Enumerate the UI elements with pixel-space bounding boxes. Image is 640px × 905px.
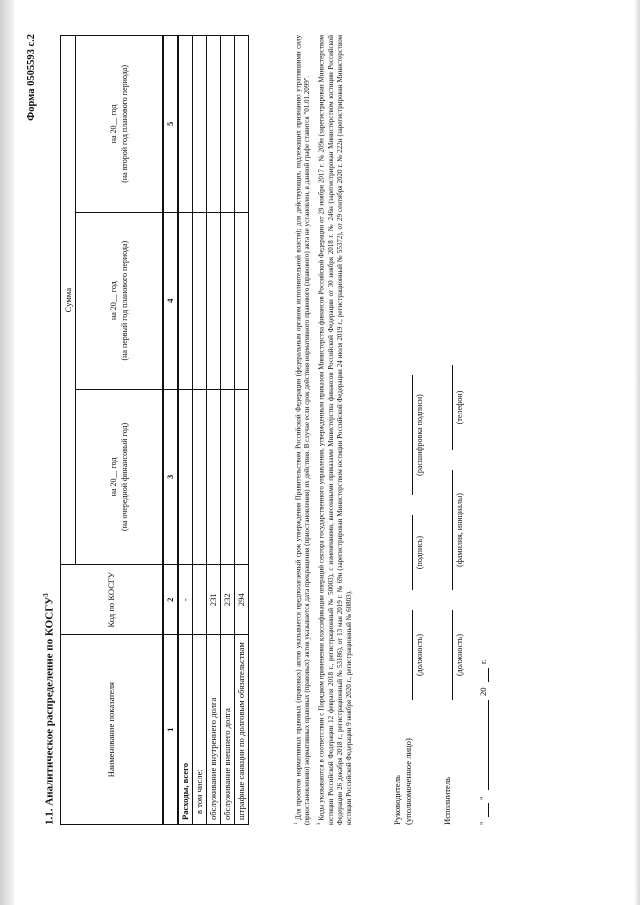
scan-edge-right — [634, 0, 640, 905]
table-row — [178, 36, 193, 825]
table-row — [193, 36, 207, 825]
row-code — [193, 565, 207, 635]
form-code-label: Форма 0505593 с.2 — [26, 34, 37, 121]
footnote-1-text: Для проектов нормативных правовых (правовых) актов указывается предполагаемый срок утверждения Правительством Российской Федерации (федеральным органом исполнительной власти); для действующих, подлежащих признанию утратившими силу (приостановлению) нормативных правовых (правовых) актов указывается дата прекращения (приостановления) их действия. В случае если срок действия нормативного правового (правового) акта не установлен, в данной графе ставится "01.01.2099". — [294, 34, 312, 825]
header-col4 — [76, 212, 164, 389]
row-value-col5[interactable] — [221, 36, 235, 213]
executor-label: Исполнитель — [442, 776, 452, 825]
row-value-col3[interactable] — [221, 389, 235, 565]
row-value-col5[interactable] — [207, 36, 221, 213]
column-number-row — [163, 36, 178, 825]
column-number: 5 — [163, 36, 178, 213]
head-label-sub: (уполномоченное лицо) — [403, 738, 413, 825]
head-decoding-line[interactable] — [412, 375, 413, 495]
footnote-1 — [292, 35, 312, 825]
header-col3 — [76, 389, 164, 565]
row-name: обслуживание внутреннего долга — [207, 635, 221, 825]
row-value-col4[interactable] — [207, 212, 221, 389]
date-quote-open: " — [478, 821, 488, 825]
row-name: Расходы, всего — [178, 635, 193, 825]
scan-edge-left — [0, 0, 14, 905]
date-month-line[interactable] — [488, 700, 489, 790]
rotated-document-page — [20, 20, 620, 880]
footnote-3-text: Коды указываются в соответствии с Порядком применения классификации операций сектора государственного управления, утвержденным приказом Министерства финансов Российской Федерации от 29 ноября 2017 г. № 209н (зарегистрирован Министерством юстиции Российской Федерации 12 февраля 2018 г., регистрационный № 50003), с изменениями, внесенными приказами Министерства финансов Российской Федерации от 30 ноября 2018 г. № 246н (зарегистрирован Министерством юстиции Российской Федерации 26 декабря 2018 г., регистрационный № 53186), от 13 мая 2019 г. № 69н (зарегистрирован Министерством юстиции Российской Федерации 24 июля 2019 г., регистрационный № 55372), от 29 сентября 2020 г. № 222н (зарегистрирован Министерством юстиции Российской Федерации 9 ноября 2020 г., регистрационный № 60803). — [317, 34, 353, 825]
date-year-line[interactable] — [488, 668, 489, 682]
executor-phone-caption: (телефон) — [455, 390, 464, 425]
header-row-1 — [61, 36, 76, 825]
executor-fio-line[interactable] — [452, 470, 453, 590]
table-row — [207, 36, 221, 825]
row-value-col3[interactable] — [178, 389, 193, 565]
executor-position-line[interactable] — [452, 610, 453, 700]
head-label: Руководитель — [392, 775, 402, 825]
header-name: Наименование показателя — [61, 635, 164, 825]
date-day-line[interactable] — [488, 803, 489, 817]
header-col4-sub: (на первый год планового периода) — [120, 240, 129, 361]
row-code: 232 — [221, 565, 235, 635]
section-title-text: 1.1. Аналитическое распределение по КОСГУ — [43, 596, 56, 825]
executor-position-caption: (должность) — [455, 634, 464, 676]
section-title — [42, 593, 56, 825]
table-row — [221, 36, 235, 825]
header-col5-title: на 20__ год — [109, 104, 118, 144]
row-value-col3[interactable] — [193, 389, 207, 565]
row-value-col4[interactable] — [235, 212, 249, 389]
row-value-col4[interactable] — [178, 212, 193, 389]
row-value-col3[interactable] — [235, 389, 249, 565]
executor-phone-line[interactable] — [452, 365, 453, 450]
row-name: штрафные санкции по долговым обязательствам — [235, 635, 249, 825]
date-quote-close: " — [478, 796, 488, 800]
head-signature-line[interactable] — [412, 515, 413, 590]
footnote-3 — [315, 35, 353, 825]
row-value-col3[interactable] — [207, 389, 221, 565]
header-col4-title: на 20__ год — [109, 281, 118, 321]
column-number: 2 — [163, 565, 178, 635]
row-code: 294 — [235, 565, 249, 635]
section-title-footnote-mark: 3 — [42, 593, 50, 597]
executor-fio-caption: (фамилия, инициалы) — [455, 493, 464, 567]
header-col3-sub: (на очередной финансовый год) — [120, 422, 129, 531]
head-signature-caption: (подпись) — [415, 535, 424, 570]
row-name: обслуживание внешнего долга — [221, 635, 235, 825]
footnote-1-mark: 1 — [294, 822, 299, 825]
header-col5-sub: (на второй год планового периода) — [120, 65, 129, 183]
kosgu-distribution-table — [60, 35, 249, 825]
date-year-prefix: 20 — [478, 687, 488, 696]
table-row — [235, 36, 249, 825]
header-code: Код по КОСГУ — [61, 565, 164, 635]
column-number: 1 — [163, 635, 178, 825]
header-sum: Сумма — [61, 36, 76, 565]
column-number: 3 — [163, 389, 178, 565]
column-number: 4 — [163, 212, 178, 389]
row-value-col5[interactable] — [235, 36, 249, 213]
row-code: 231 — [207, 565, 221, 635]
row-value-col4[interactable] — [193, 212, 207, 389]
footnotes — [292, 35, 357, 825]
header-col5 — [76, 36, 164, 213]
row-value-col5[interactable] — [193, 36, 207, 213]
row-value-col5[interactable] — [178, 36, 193, 213]
date-year-suffix: г. — [478, 659, 488, 664]
row-value-col4[interactable] — [221, 212, 235, 389]
head-decoding-caption: (расшифровка подписи) — [415, 394, 424, 476]
footnote-3-mark: 3 — [317, 822, 323, 825]
head-position-line[interactable] — [412, 610, 413, 700]
header-col3-title: на 20__ год — [109, 457, 118, 497]
row-name: в том числе: — [193, 635, 207, 825]
row-code: - — [178, 565, 193, 635]
head-position-caption: (должность) — [415, 634, 424, 676]
